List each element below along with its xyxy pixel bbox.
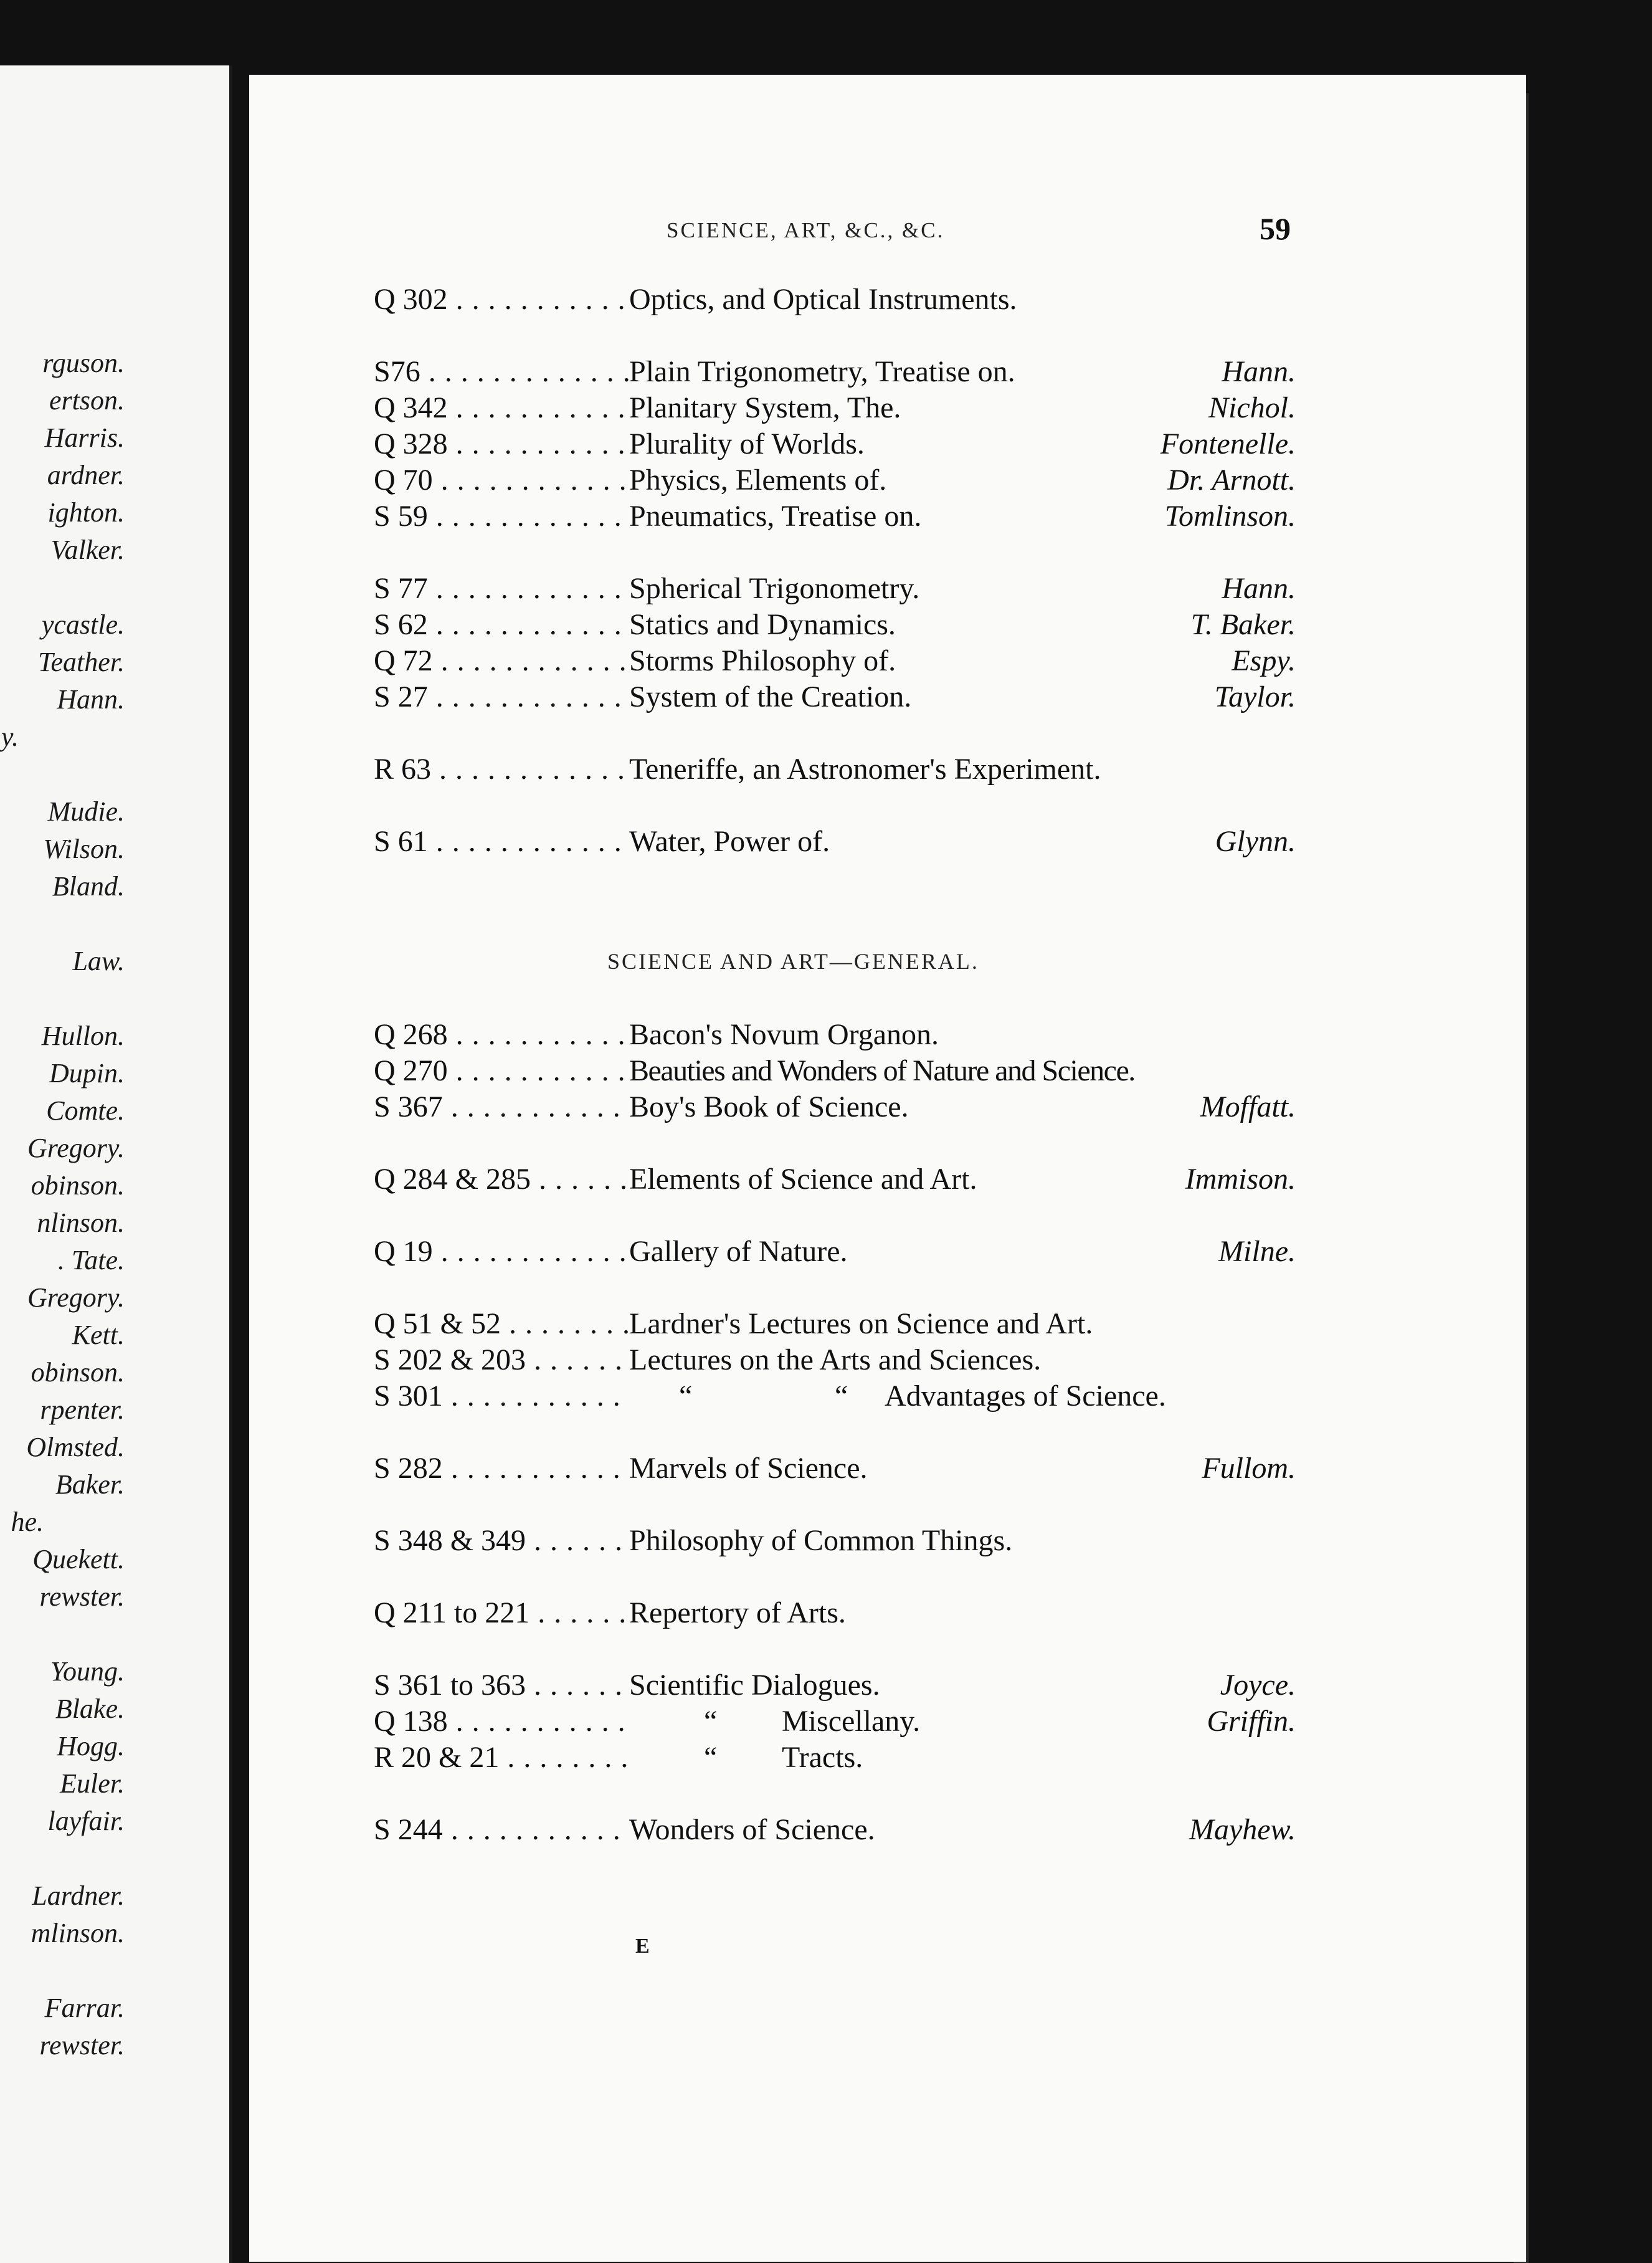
entry-title: Statics and Dynamics. bbox=[629, 608, 896, 641]
entry-author: Joyce. bbox=[1220, 1669, 1296, 1702]
facing-page-name: . Tate. bbox=[57, 1245, 125, 1275]
call-number: S 77 . . . bbox=[374, 571, 630, 607]
facing-page-name: obinson. bbox=[31, 1357, 125, 1388]
call-number: Q 284 & 285 . . . bbox=[374, 1161, 630, 1198]
entry-author: Fullom. bbox=[1202, 1452, 1296, 1485]
call-number: Q 72 . . . bbox=[374, 643, 630, 679]
entry-author: Mayhew. bbox=[1189, 1813, 1296, 1846]
call-number: Q 302 . . . bbox=[374, 282, 630, 318]
entry-author: Hann. bbox=[1222, 355, 1296, 388]
catalogue-entry bbox=[0, 824, 1652, 860]
facing-page-name: Hogg. bbox=[57, 1731, 125, 1761]
facing-page-name: Harris. bbox=[44, 422, 125, 453]
ditto-mark: “ bbox=[835, 1379, 848, 1413]
catalogue-entry bbox=[0, 1161, 1652, 1201]
call-number: S 62 . . . bbox=[374, 607, 630, 643]
ditto-mark: “ bbox=[704, 1705, 718, 1738]
entry-author: Nichol. bbox=[1208, 391, 1296, 424]
entry-title: Teneriffe, an Astronomer's Experiment. bbox=[629, 753, 1101, 786]
entry-title: Plain Trigonometry, Treatise on. bbox=[629, 355, 1015, 388]
running-head: SCIENCE, ART, &C., &C. bbox=[667, 218, 945, 242]
facing-page-name: y. bbox=[1, 722, 19, 752]
facing-page-name: mlinson. bbox=[31, 1918, 125, 1948]
catalogue-entry bbox=[0, 462, 1652, 498]
facing-page-name: Farrar. bbox=[44, 1993, 125, 2023]
facing-page-name: Mudie. bbox=[47, 796, 125, 827]
entry-title: Plurality of Worlds. bbox=[629, 427, 865, 460]
facing-page-name: Quekett. bbox=[32, 1544, 125, 1575]
call-number: S 202 & 203 . . . bbox=[374, 1342, 630, 1378]
entry-title: Philosophy of Common Things. bbox=[629, 1524, 1013, 1557]
call-number: S 361 to 363 . . . bbox=[374, 1667, 630, 1703]
facing-page-name: rguson. bbox=[42, 348, 125, 378]
entry-author: Tomlinson. bbox=[1164, 500, 1296, 533]
catalogue-entry bbox=[0, 1089, 1652, 1125]
entry-title: Repertory of Arts. bbox=[629, 1596, 846, 1629]
page-number: 59 bbox=[1260, 211, 1291, 246]
facing-page-name: Hann. bbox=[57, 684, 125, 715]
catalogue-entry bbox=[0, 422, 1652, 462]
catalogue-entry bbox=[0, 607, 1652, 643]
facing-page-name: Kett. bbox=[72, 1320, 125, 1350]
entry-author: Dr. Arnott. bbox=[1167, 464, 1296, 497]
entry-title: Planitary System, The. bbox=[629, 391, 901, 424]
entry-title: Scientific Dialogues. bbox=[629, 1669, 880, 1702]
entry-title: Water, Power of. bbox=[629, 825, 830, 858]
catalogue-entry bbox=[0, 354, 1652, 390]
entry-title: Optics, and Optical Instruments. bbox=[629, 283, 1017, 316]
entry-author: Griffin. bbox=[1207, 1705, 1296, 1738]
catalogue-entry bbox=[0, 1595, 1652, 1631]
call-number: Q 268 . . . bbox=[374, 1017, 630, 1053]
entry-title: Lectures on the Arts and Sciences. bbox=[629, 1343, 1042, 1376]
facing-page-name: Olmsted. bbox=[26, 1432, 125, 1462]
call-number: S 367 . . . bbox=[374, 1089, 630, 1125]
call-number: R 20 & 21 . . . bbox=[374, 1740, 630, 1776]
facing-page-name: Lardner. bbox=[32, 1880, 125, 1911]
catalogue-entry bbox=[0, 679, 1652, 715]
catalogue-entry bbox=[0, 1306, 1652, 1342]
facing-page-name: Gregory. bbox=[27, 1282, 125, 1313]
section-heading: SCIENCE AND ART—GENERAL. bbox=[607, 949, 979, 974]
call-number: S 301 . . . bbox=[374, 1378, 630, 1414]
facing-page-name: Baker. bbox=[55, 1469, 125, 1500]
call-number: S76 . . . bbox=[374, 354, 630, 390]
entry-author: Hann. bbox=[1222, 572, 1296, 605]
call-number: Q 342 . . . bbox=[374, 390, 630, 426]
ditto-mark: “ bbox=[704, 1741, 718, 1774]
catalogue-entry bbox=[0, 1667, 1652, 1703]
entry-title: Physics, Elements of. bbox=[629, 464, 887, 497]
facing-page-name: Wilson. bbox=[43, 834, 125, 864]
entry-title: Advantages of Science. bbox=[885, 1379, 1166, 1413]
facing-page-name: Hullon. bbox=[41, 1021, 125, 1051]
entry-title: Tracts. bbox=[782, 1741, 863, 1774]
entry-author: Taylor. bbox=[1214, 680, 1296, 713]
catalogue-entry bbox=[0, 1451, 1652, 1487]
entry-title: Storms Philosophy of. bbox=[629, 644, 896, 677]
entry-title: Beauties and Wonders of Nature and Science. bbox=[629, 1054, 1135, 1087]
entry-author: Moffatt. bbox=[1200, 1090, 1296, 1123]
facing-page-name: Dupin. bbox=[49, 1058, 125, 1089]
entry-title: Boy's Book of Science. bbox=[629, 1090, 909, 1123]
call-number: S 282 . . . bbox=[374, 1451, 630, 1487]
facing-page-name: Bland. bbox=[52, 871, 125, 902]
entry-author: T. Baker. bbox=[1190, 608, 1296, 641]
catalogue-entry bbox=[0, 498, 1652, 535]
signature-mark: E bbox=[635, 1935, 650, 1958]
entry-title: Pneumatics, Treatise on. bbox=[629, 500, 922, 533]
entry-title: Miscellany. bbox=[782, 1705, 921, 1738]
catalogue-entry bbox=[0, 1812, 1652, 1848]
facing-page-name: Euler. bbox=[60, 1768, 125, 1799]
catalogue-entry bbox=[0, 1017, 1652, 1053]
catalogue-entry bbox=[0, 1234, 1652, 1270]
entry-author: Immison. bbox=[1185, 1163, 1296, 1196]
facing-page-name: he. bbox=[11, 1507, 44, 1537]
facing-page-name: ertson. bbox=[49, 385, 125, 416]
facing-page-name: obinson. bbox=[31, 1170, 125, 1201]
call-number: S 59 . . . bbox=[374, 498, 630, 535]
catalogue-entry bbox=[0, 282, 1652, 318]
entry-title: Elements of Science and Art. bbox=[629, 1163, 977, 1196]
facing-page-name: Law. bbox=[72, 946, 125, 976]
call-number: Q 328 . . . bbox=[374, 426, 630, 462]
call-number: S 348 & 349 . . . bbox=[374, 1523, 630, 1559]
facing-page-name: rpenter. bbox=[40, 1394, 125, 1425]
facing-page-name: Blake. bbox=[55, 1694, 125, 1724]
catalogue-entry bbox=[0, 1342, 1652, 1378]
call-number: Q 70 . . . bbox=[374, 462, 630, 498]
entry-author: Espy. bbox=[1232, 644, 1296, 677]
catalogue-entry bbox=[0, 751, 1652, 788]
call-number: Q 270 . . . bbox=[374, 1053, 630, 1089]
catalogue-entry bbox=[0, 1523, 1652, 1559]
entry-title: Spherical Trigonometry. bbox=[629, 572, 920, 605]
entry-title: Marvels of Science. bbox=[629, 1452, 868, 1485]
entry-title: Gallery of Nature. bbox=[629, 1235, 848, 1268]
entry-author: Fontenelle. bbox=[1160, 427, 1296, 460]
catalogue-entry bbox=[0, 571, 1652, 607]
facing-page-name: rewster. bbox=[39, 1581, 125, 1612]
facing-page-name: Gregory. bbox=[27, 1133, 125, 1163]
call-number: Q 19 . . . bbox=[374, 1234, 630, 1270]
entry-author: Milne. bbox=[1218, 1235, 1296, 1268]
facing-page-name: Valker. bbox=[50, 535, 125, 565]
catalogue-entry bbox=[0, 643, 1652, 679]
catalogue-entry bbox=[0, 1053, 1652, 1089]
call-number: S 27 . . . bbox=[374, 679, 630, 715]
call-number: S 61 . . . bbox=[374, 824, 630, 860]
facing-page-name: ardner. bbox=[47, 460, 125, 490]
entry-title: Bacon's Novum Organon. bbox=[629, 1018, 939, 1051]
facing-page-name: nlinson. bbox=[37, 1208, 125, 1238]
entry-title: System of the Creation. bbox=[629, 680, 912, 713]
facing-page-name: Young. bbox=[50, 1656, 125, 1687]
ditto-mark: “ bbox=[679, 1379, 693, 1413]
facing-page-name: rewster. bbox=[39, 2030, 125, 2061]
catalogue-entry bbox=[0, 1740, 1652, 1776]
call-number: Q 138 . . . bbox=[374, 1703, 630, 1740]
entry-title: Lardner's Lectures on Science and Art. bbox=[629, 1307, 1093, 1340]
facing-page-name: layfair. bbox=[47, 1806, 125, 1836]
call-number: S 244 . . . bbox=[374, 1812, 630, 1848]
facing-page-name: Teather. bbox=[38, 647, 125, 677]
catalogue-entry bbox=[0, 390, 1652, 426]
call-number: R 63 . . . bbox=[374, 751, 630, 788]
catalogue-entry bbox=[0, 1378, 1652, 1414]
facing-page-name: Comte. bbox=[46, 1095, 125, 1126]
facing-page-name: ighton. bbox=[47, 497, 125, 528]
call-number: Q 51 & 52 . . . bbox=[374, 1306, 630, 1342]
entry-title: Wonders of Science. bbox=[629, 1813, 875, 1846]
entry-author: Glynn. bbox=[1215, 825, 1296, 858]
call-number: Q 211 to 221 . . . bbox=[374, 1595, 630, 1631]
catalogue-entry bbox=[0, 1703, 1652, 1740]
facing-page-name: ycastle. bbox=[41, 609, 125, 640]
